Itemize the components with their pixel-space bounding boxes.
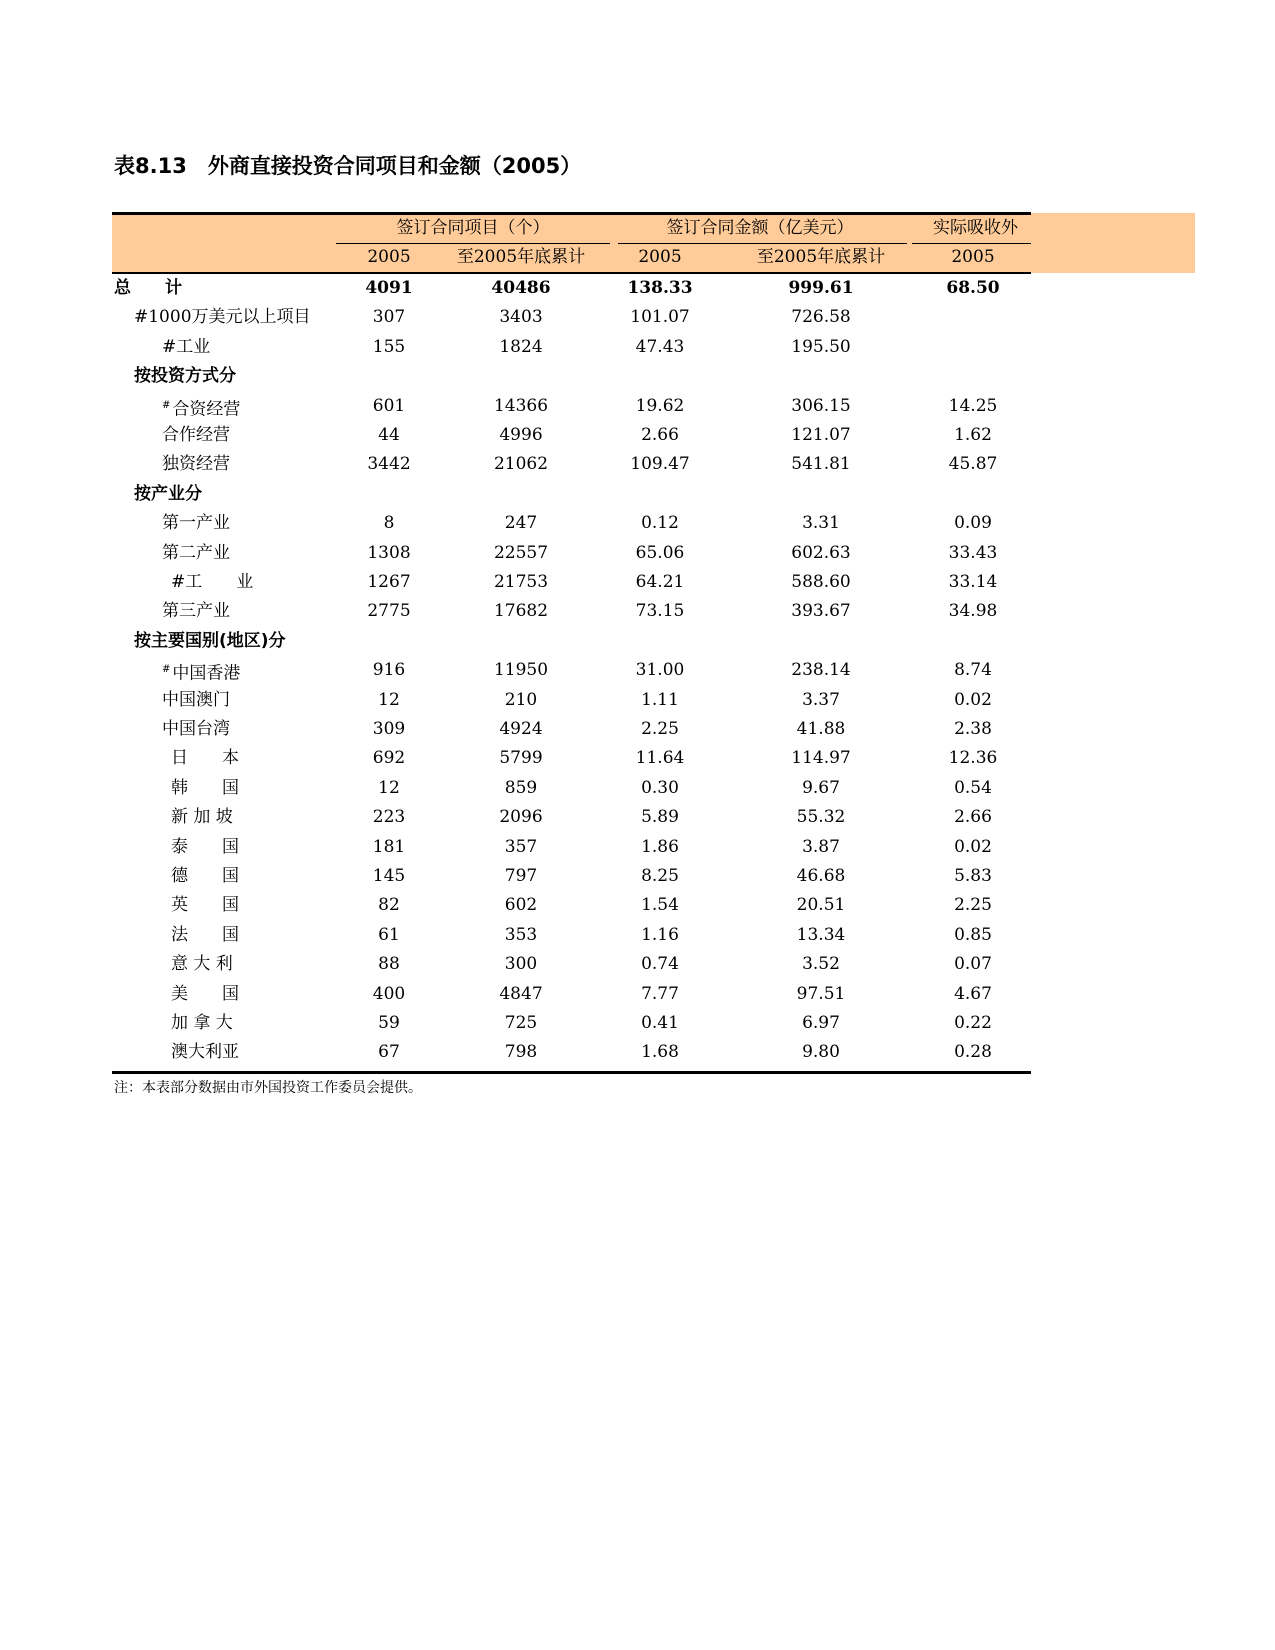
row-label-text: 意 大 利 [171,954,233,975]
row-label [162,543,230,563]
cell-projects-2005: 2775 [367,601,411,622]
cell-projects-2005: 223 [372,807,406,828]
table-row [0,273,1275,303]
table-bottom-rule [112,1071,1031,1074]
cell-amount-cumulative: 13.34 [796,924,846,945]
cell-amount-cumulative: 195.50 [791,336,851,357]
cell-projects-2005: 67 [378,1042,400,1063]
cell-projects-2005: 59 [378,1013,400,1033]
row-label [171,925,239,945]
cell-actual-2005: 4.67 [954,983,992,1004]
table-row [0,743,1275,773]
cell-amount-2005: 138.33 [627,278,693,298]
row-label-text: 第二产业 [162,542,230,563]
cell-amount-2005: 1.11 [641,689,679,710]
cell-actual-2005: 0.54 [954,777,992,798]
cell-amount-cumulative: 541.81 [791,454,851,475]
cell-projects-cumulative: 22557 [493,542,549,563]
row-label-text: 澳大利亚 [171,1042,239,1063]
cell-amount-2005: 1.54 [641,895,679,916]
cell-actual-2005: 8.74 [954,660,992,681]
table-row [0,685,1275,715]
cell-amount-2005: 31.00 [635,660,685,681]
cell-amount-2005: 2.66 [641,425,679,445]
cell-projects-2005: 82 [378,895,400,916]
cell-projects-2005: 4091 [365,278,413,298]
cell-actual-2005: 2.25 [954,895,992,916]
cell-actual-2005: 34.98 [948,601,998,622]
cell-amount-cumulative: 114.97 [791,748,851,769]
cell-actual-2005: 0.22 [954,1013,992,1033]
table-row [0,920,1275,950]
row-label-text: 中国台湾 [162,719,230,739]
cell-amount-cumulative: 6.97 [802,1013,840,1033]
cell-projects-cumulative: 602 [504,895,538,916]
row-label-text: 加 拿 大 [171,1013,233,1033]
cell-actual-2005: 33.14 [948,572,998,592]
cell-amount-cumulative: 97.51 [796,983,846,1004]
cell-actual-2005: 45.87 [948,454,998,475]
cell-amount-cumulative: 588.60 [791,572,851,592]
cell-projects-cumulative: 40486 [491,278,551,298]
table-row [0,949,1275,979]
row-label [162,396,240,420]
row-label-text: 英 国 [171,895,239,916]
cell-actual-2005: 2.66 [954,807,992,828]
cell-projects-2005: 145 [372,866,406,886]
cell-projects-2005: 692 [372,748,406,769]
cell-amount-cumulative: 3.52 [802,954,840,975]
row-label [171,807,233,827]
row-label [171,1013,233,1033]
row-label [171,778,239,798]
cell-projects-2005: 61 [378,924,400,945]
cell-amount-2005: 0.74 [641,954,679,975]
cell-amount-2005: 65.06 [635,542,685,563]
table-row [0,449,1275,479]
table-row [0,861,1275,891]
cell-projects-2005: 88 [378,954,400,975]
cell-projects-cumulative: 4924 [499,719,543,739]
cell-projects-cumulative: 14366 [493,395,549,416]
row-label-text: 总 计 [114,278,182,298]
cell-projects-2005: 12 [378,689,400,710]
cell-actual-2005: 0.02 [954,836,992,857]
cell-actual-2005: 0.85 [954,924,992,945]
header-projects-2005: 2005 [367,247,411,267]
cell-projects-2005: 309 [372,719,406,739]
cell-projects-cumulative: 5799 [499,748,543,769]
row-label-text: 中国澳门 [162,689,230,710]
row-label [162,425,230,445]
table-row [0,626,1275,656]
row-label-text: 中国香港 [172,663,241,684]
table-row [0,479,1275,509]
cell-projects-2005: 181 [372,836,406,857]
cell-projects-cumulative: 859 [504,777,538,798]
table-row [0,332,1275,362]
cell-projects-cumulative: 17682 [493,601,549,622]
cell-projects-2005: 44 [378,425,400,445]
page-title: 表8.13 外商直接投资合同项目和金额（2005） [114,154,582,178]
table-top-rule [112,212,1031,215]
table-row [0,596,1275,626]
row-label-text: #1000万美元以上项目 [134,307,311,328]
table-row [0,391,1275,421]
table-row [0,1037,1275,1067]
cell-projects-cumulative: 2096 [499,807,543,828]
table-row [0,420,1275,450]
header-subrule-amount [618,243,907,244]
table-row [0,802,1275,832]
row-label [171,837,239,857]
cell-amount-2005: 19.62 [635,395,685,416]
table-row [0,655,1275,685]
row-label [134,307,311,327]
cell-projects-cumulative: 357 [504,836,538,857]
row-label-text: 合资经营 [172,399,241,420]
cell-amount-2005: 8.25 [641,866,679,886]
row-label-text: 合作经营 [162,425,230,445]
cell-projects-2005: 916 [372,660,406,681]
table-footnote: 注：本表部分数据由市外国投资工作委员会提供。 [114,1080,422,1096]
table-row [0,361,1275,391]
cell-amount-2005: 1.86 [641,836,679,857]
cell-projects-cumulative: 210 [504,689,538,710]
row-label [171,984,239,1004]
row-label [162,337,210,357]
cell-amount-cumulative: 238.14 [791,660,851,681]
section-label [134,366,236,386]
cell-actual-2005: 1.62 [954,425,992,445]
table-row [0,714,1275,744]
cell-projects-cumulative: 3403 [499,307,543,328]
row-label-text: 韩 国 [171,777,239,798]
header-group-contract-projects: 签订合同项目（个） [396,218,550,238]
table-row [0,773,1275,803]
table-row [0,832,1275,862]
cell-projects-cumulative: 11950 [493,660,549,681]
cell-amount-2005: 0.30 [641,777,679,798]
cell-amount-cumulative: 121.07 [791,425,851,445]
row-label [171,572,253,592]
cell-projects-cumulative: 1824 [499,336,543,357]
header-amount-2005: 2005 [638,247,682,267]
cell-projects-2005: 307 [372,307,406,328]
table-row [0,538,1275,568]
row-label-text: #工 业 [171,572,254,592]
cell-projects-2005: 601 [372,395,406,416]
table-row [0,890,1275,920]
row-label-marker: # [162,664,171,676]
header-actual-2005: 2005 [951,247,995,267]
table-row [0,302,1275,332]
cell-amount-cumulative: 726.58 [791,307,851,328]
cell-projects-2005: 8 [383,513,395,534]
row-label [171,866,239,886]
cell-amount-cumulative: 999.61 [788,278,854,298]
cell-actual-2005: 68.50 [946,278,1000,298]
cell-projects-2005: 155 [372,336,406,357]
row-label-text: 按主要国别(地区)分 [134,630,286,651]
cell-amount-2005: 7.77 [641,983,679,1004]
cell-actual-2005: 2.38 [954,719,992,739]
row-label [162,690,230,710]
row-label-text: 德 国 [171,866,239,886]
row-label-text: 第三产业 [162,601,230,622]
cell-amount-cumulative: 9.67 [802,777,840,798]
cell-actual-2005: 0.28 [954,1042,992,1063]
cell-amount-2005: 2.25 [641,719,679,739]
cell-actual-2005: 14.25 [948,395,998,416]
cell-projects-cumulative: 21062 [493,454,549,475]
cell-actual-2005: 33.43 [948,542,998,563]
row-label-marker: # [162,399,171,411]
row-label [114,278,182,298]
row-label [171,954,233,974]
section-label [134,631,286,651]
row-label-text: 按投资方式分 [134,366,236,387]
cell-amount-cumulative: 306.15 [791,395,851,416]
header-subrule-projects [336,243,610,244]
section-label [134,484,202,504]
cell-actual-2005: 0.09 [954,513,992,534]
cell-amount-2005: 73.15 [635,601,685,622]
table-row [0,1008,1275,1038]
row-label [162,719,230,739]
row-label [171,895,239,915]
table-row [0,979,1275,1009]
cell-amount-2005: 64.21 [635,572,685,592]
header-projects-cumulative: 至2005年底累计 [456,247,586,267]
row-label-text: 美 国 [171,983,239,1004]
cell-amount-2005: 0.41 [641,1013,679,1033]
cell-projects-cumulative: 798 [504,1042,538,1063]
cell-amount-2005: 47.43 [635,336,685,357]
row-label-text: 新 加 坡 [171,807,233,828]
cell-amount-2005: 11.64 [635,748,685,769]
cell-projects-2005: 12 [378,777,400,798]
header-group-actual-use: 实际吸收外 [933,218,1018,238]
cell-amount-cumulative: 3.37 [802,689,840,710]
row-label-text: 日 本 [171,748,239,769]
cell-amount-cumulative: 3.87 [802,836,840,857]
row-label [171,1042,239,1062]
cell-actual-2005: 12.36 [948,748,998,769]
cell-projects-2005: 3442 [367,454,411,475]
cell-amount-cumulative: 9.80 [802,1042,840,1063]
row-label-text: #工业 [162,336,211,357]
header-subrule-actual [912,243,1031,244]
cell-actual-2005: 0.07 [954,954,992,975]
cell-amount-2005: 5.89 [641,807,679,828]
cell-projects-cumulative: 300 [504,954,538,975]
cell-projects-cumulative: 247 [504,513,538,534]
row-label [162,601,230,621]
cell-amount-2005: 0.12 [641,513,679,534]
cell-amount-cumulative: 41.88 [796,719,846,739]
cell-projects-cumulative: 4847 [499,983,543,1004]
header-amount-cumulative: 至2005年底累计 [756,247,886,267]
cell-amount-cumulative: 55.32 [796,807,846,828]
cell-amount-cumulative: 393.67 [791,601,851,622]
cell-projects-2005: 1308 [367,542,411,563]
cell-amount-cumulative: 20.51 [796,895,846,916]
row-label [162,454,230,474]
cell-projects-cumulative: 21753 [493,572,549,592]
cell-amount-2005: 101.07 [630,307,690,328]
cell-actual-2005: 0.02 [954,689,992,710]
table-row [0,508,1275,538]
cell-amount-cumulative: 602.63 [791,542,851,563]
row-label [162,513,230,533]
row-label [162,660,240,684]
cell-projects-cumulative: 797 [504,866,538,886]
row-label-text: 独资经营 [162,454,230,475]
row-label-text: 第一产业 [162,513,230,534]
row-label-text: 泰 国 [171,836,239,857]
row-label [171,748,239,768]
cell-actual-2005: 5.83 [954,866,992,886]
header-group-contract-amount: 签订合同金额（亿美元） [666,218,854,238]
row-label-text: 按产业分 [134,483,202,504]
cell-projects-cumulative: 725 [504,1013,538,1033]
cell-projects-cumulative: 353 [504,924,538,945]
cell-projects-2005: 1267 [367,572,411,592]
cell-amount-cumulative: 3.31 [802,513,840,534]
cell-projects-2005: 400 [372,983,406,1004]
cell-amount-cumulative: 46.68 [796,866,846,886]
cell-amount-2005: 1.16 [641,924,679,945]
row-label-text: 法 国 [171,924,239,945]
table-row [0,567,1275,597]
cell-projects-cumulative: 4996 [499,425,543,445]
cell-amount-2005: 109.47 [630,454,690,475]
cell-amount-2005: 1.68 [641,1042,679,1063]
